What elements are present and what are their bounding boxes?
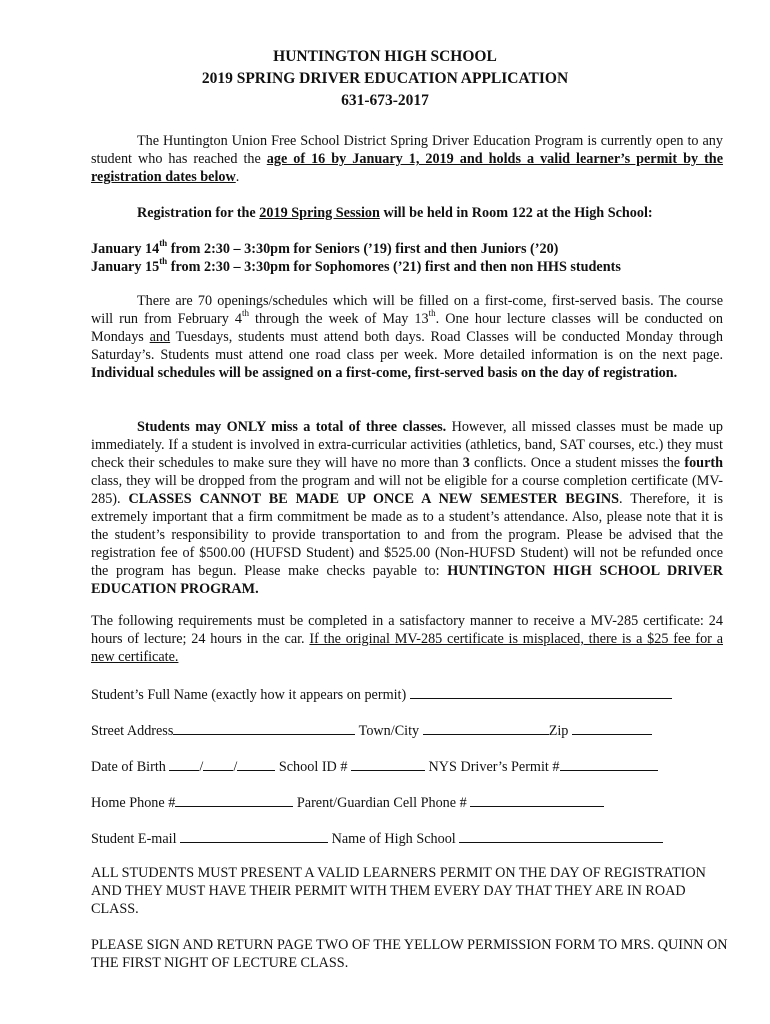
dob-month-field[interactable] [169, 756, 199, 771]
openings-paragraph: There are 70 openings/schedules which will be filled on a first-come, first-served basis. The course will run from February 4th through the week of May 13th. One hour lecture classes will be conducted on Mondays and Tuesdays, students must attend both days. Road Classes will be conducted Monday through Saturday’s. Students must attend one road class per week. More detailed information is on the next page. Individual schedules will be assigned on a first-come, first-served basis on the day of registration. [91, 293, 724, 381]
email-row: Student E-mail Name of High School [91, 828, 663, 848]
intro-paragraph: The Huntington Union Free School District Spring Driver Education Program is currently open to any student who has reached the age of 16 by January 1, 2019 and holds a valid learner’s permit by the registration dates below. [91, 133, 723, 185]
zip-field[interactable] [572, 720, 652, 735]
permit-number-field[interactable] [560, 756, 658, 771]
town-city-field[interactable] [423, 720, 549, 735]
school-phone: 631-673-2017 [341, 92, 429, 109]
registration-location: Registration for the 2019 Spring Session will be held in Room 122 at the High School: [137, 205, 653, 221]
full-name-row: Student’s Full Name (exactly how it appears on permit) [91, 684, 672, 704]
program-title: 2019 SPRING DRIVER EDUCATION APPLICATION [201, 70, 569, 87]
guardian-phone-field[interactable] [470, 792, 604, 807]
dob-year-field[interactable] [237, 756, 275, 771]
sign-notice: PLEASE SIGN AND RETURN PAGE TWO OF THE YELLOW PERMISSION FORM TO MRS. QUINN ON THE FIRST NIGHT OF LECTURE CLASS. [91, 937, 728, 971]
high-school-field[interactable] [459, 828, 663, 843]
permit-notice: ALL STUDENTS MUST PRESENT A VALID LEARNERS PERMIT ON THE DAY OF REGISTRATION AND THEY MUST HAVE THEIR PERMIT WITH THEM EVERY DAY THAT THEY ARE IN ROAD CLASS. [91, 865, 706, 917]
absences-paragraph: Students may ONLY miss a total of three classes. However, all missed classes must be made up immediately. If a student is involved in extra-curricular activities (athletics, band, SAT courses, etc.) they must check their schedules to make sure they will have no more than 3 conflicts. Once a student misses the fourth class, they will be dropped from the program and will not be eligible for a course completion certificate (MV-285). CLASSES CANNOT BE MADE UP ONCE A NEW SEMESTER BEGINS. Therefore, it is extremely important that a firm commitment be made as to a student’s attendance. Also, please note that it is the student’s responsibility to provide transportation to and from the program. Please be advised that the registration fee of $500.00 (HUFSD Student) and $525.00 (Non-HUFSD Student) will not be refunded once the program has begun. Please make checks payable to: HUNTINGTON HIGH SCHOOL DRIVER EDUCATION PROGRAM. [91, 419, 724, 597]
phone-row: Home Phone # Parent/Guardian Cell Phone # [91, 792, 604, 812]
home-phone-field[interactable] [175, 792, 293, 807]
address-row: Street Address Town/City Zip [91, 720, 652, 740]
street-address-field[interactable] [173, 720, 355, 735]
email-field[interactable] [180, 828, 328, 843]
registration-date-1: January 14th from 2:30 – 3:30pm for Seniors (’19) first and then Juniors (’20) [91, 238, 559, 257]
school-name: HUNTINGTON HIGH SCHOOL [273, 48, 497, 65]
dob-row: Date of Birth / / School ID # NYS Driver’s Permit # [91, 756, 658, 776]
requirements-paragraph: The following requirements must be completed in a satisfactory manner to receive a MV-285 certificate: 24 hours of lecture; 24 hours in the car. If the original MV-285 certificate is misplaced, there is a $25 fee for a new certificate. [91, 613, 723, 665]
dob-day-field[interactable] [203, 756, 233, 771]
full-name-field[interactable] [410, 684, 672, 699]
age-requirement: age of 16 by January 1, 2019 and holds a valid learner’s permit by the registration dates below [91, 151, 723, 185]
registration-date-2: January 15th from 2:30 – 3:30pm for Sophomores (’21) first and then non HHS students [91, 256, 621, 275]
school-id-field[interactable] [351, 756, 425, 771]
